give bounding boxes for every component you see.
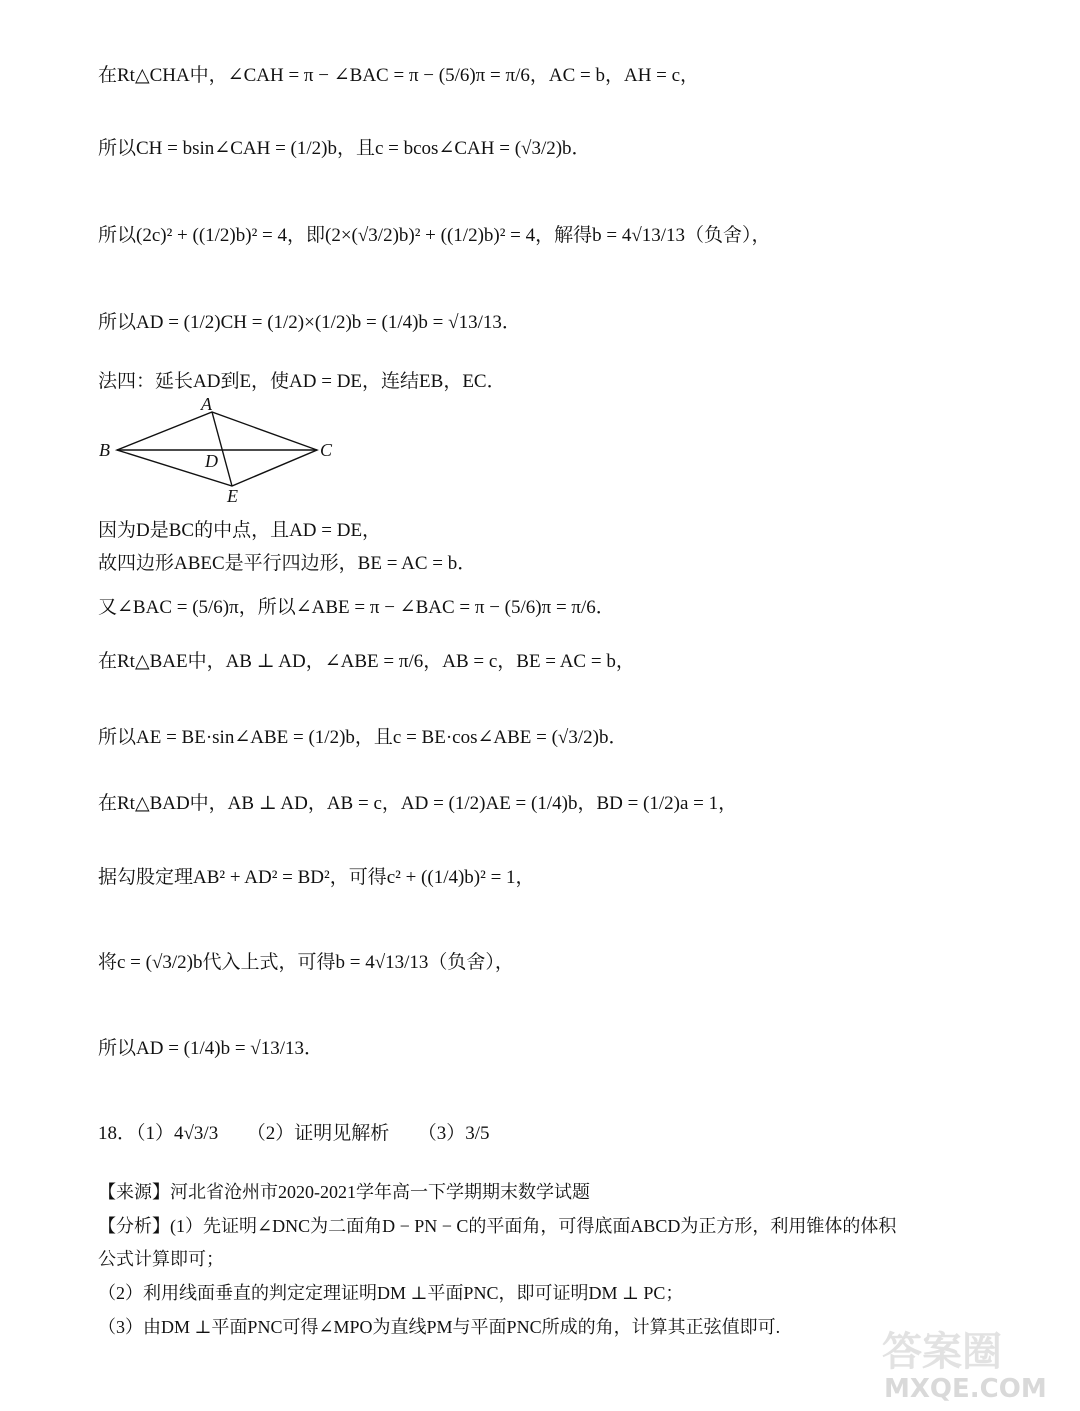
source-line: 【来源】河北省沧州市2020-2021学年高一下学期期末数学试题 <box>98 1182 590 1202</box>
solution-line-13: 将c = (√3/2)b代入上式，可得b = 4√13/13（负舍）， <box>98 952 514 973</box>
solution-line-9: 在Rt△BAE中，AB ⊥ AD，∠ABE = π/6，AB = c，BE = AC = b， <box>98 651 635 672</box>
label-B: B <box>99 440 110 460</box>
solution-line-14: 所以AD = (1/4)b = √13/13． <box>98 1038 324 1059</box>
solution-line-12: 据勾股定理AB² + AD² = BD²，可得c² + ((1/4)b)² = 1， <box>98 867 535 888</box>
analysis-line-3: （2）利用线面垂直的判定定理证明DM ⊥平面PNC，即可证明DM ⊥ PC； <box>98 1283 684 1303</box>
solution-line-4: 所以AD = (1/2)CH = (1/2)×(1/2)b = (1/4)b = √13/13． <box>98 312 521 333</box>
site-watermark <box>872 1323 1062 1403</box>
quadrilateral-ABEC <box>117 412 317 486</box>
solution-line-2: 所以CH = bsin∠CAH = (1/2)b，且c = bcos∠CAH = (√3/2)b． <box>98 138 591 159</box>
label-C: C <box>320 440 333 460</box>
label-D: D <box>205 451 218 471</box>
label-E: E <box>227 486 238 506</box>
solution-line-1: 在Rt△CHA中，∠CAH = π − ∠BAC = π − (5/6)π = π/6，AC = b，AH = c， <box>98 65 700 86</box>
method-four-heading: 法四：延长AD到E，使AD = DE，连结EB，EC． <box>98 371 506 392</box>
analysis-line-2: 公式计算即可； <box>98 1249 224 1269</box>
segment-AE <box>212 412 232 486</box>
label-A: A <box>201 394 212 414</box>
solution-line-7: 故四边形ABEC是平行四边形，BE = AC = b． <box>98 553 477 574</box>
watermark-logo: 答案圈 <box>882 1329 1002 1375</box>
answer-18: 18．（1）4√3/3 （2）证明见解析 （3）3/5 <box>98 1123 490 1144</box>
watermark-site: MXQE.COM <box>884 1374 1047 1403</box>
solution-line-6: 因为D是BC的中点，且AD = DE， <box>98 520 382 541</box>
analysis-line-4: （3）由DM ⊥平面PNC可得∠MPO为直线PM与平面PNC所成的角，计算其正弦值即可. <box>98 1317 781 1337</box>
solution-line-11: 在Rt△BAD中，AB ⊥ AD，AB = c，AD = (1/2)AE = (1/4)b，BD = (1/2)a = 1， <box>98 793 738 814</box>
solution-line-10: 所以AE = BE·sin∠ABE = (1/2)b，且c = BE·cos∠ABE = (√3/2)b． <box>98 727 628 748</box>
parallelogram-diagram <box>95 392 345 507</box>
solution-line-8: 又∠BAC = (5/6)π，所以∠ABE = π − ∠BAC = π − (5/6)π = π/6． <box>98 597 615 618</box>
solution-line-3: 所以(2c)² + ((1/2)b)² = 4，即(2×(√3/2)b)² + ((1/2)b)² = 4，解得b = 4√13/13（负舍）， <box>98 225 771 246</box>
analysis-line-1: 【分析】(1）先证明∠DNC为二面角D − PN − C的平面角，可得底面ABCD为正方形，利用锥体的体积 <box>98 1216 897 1236</box>
